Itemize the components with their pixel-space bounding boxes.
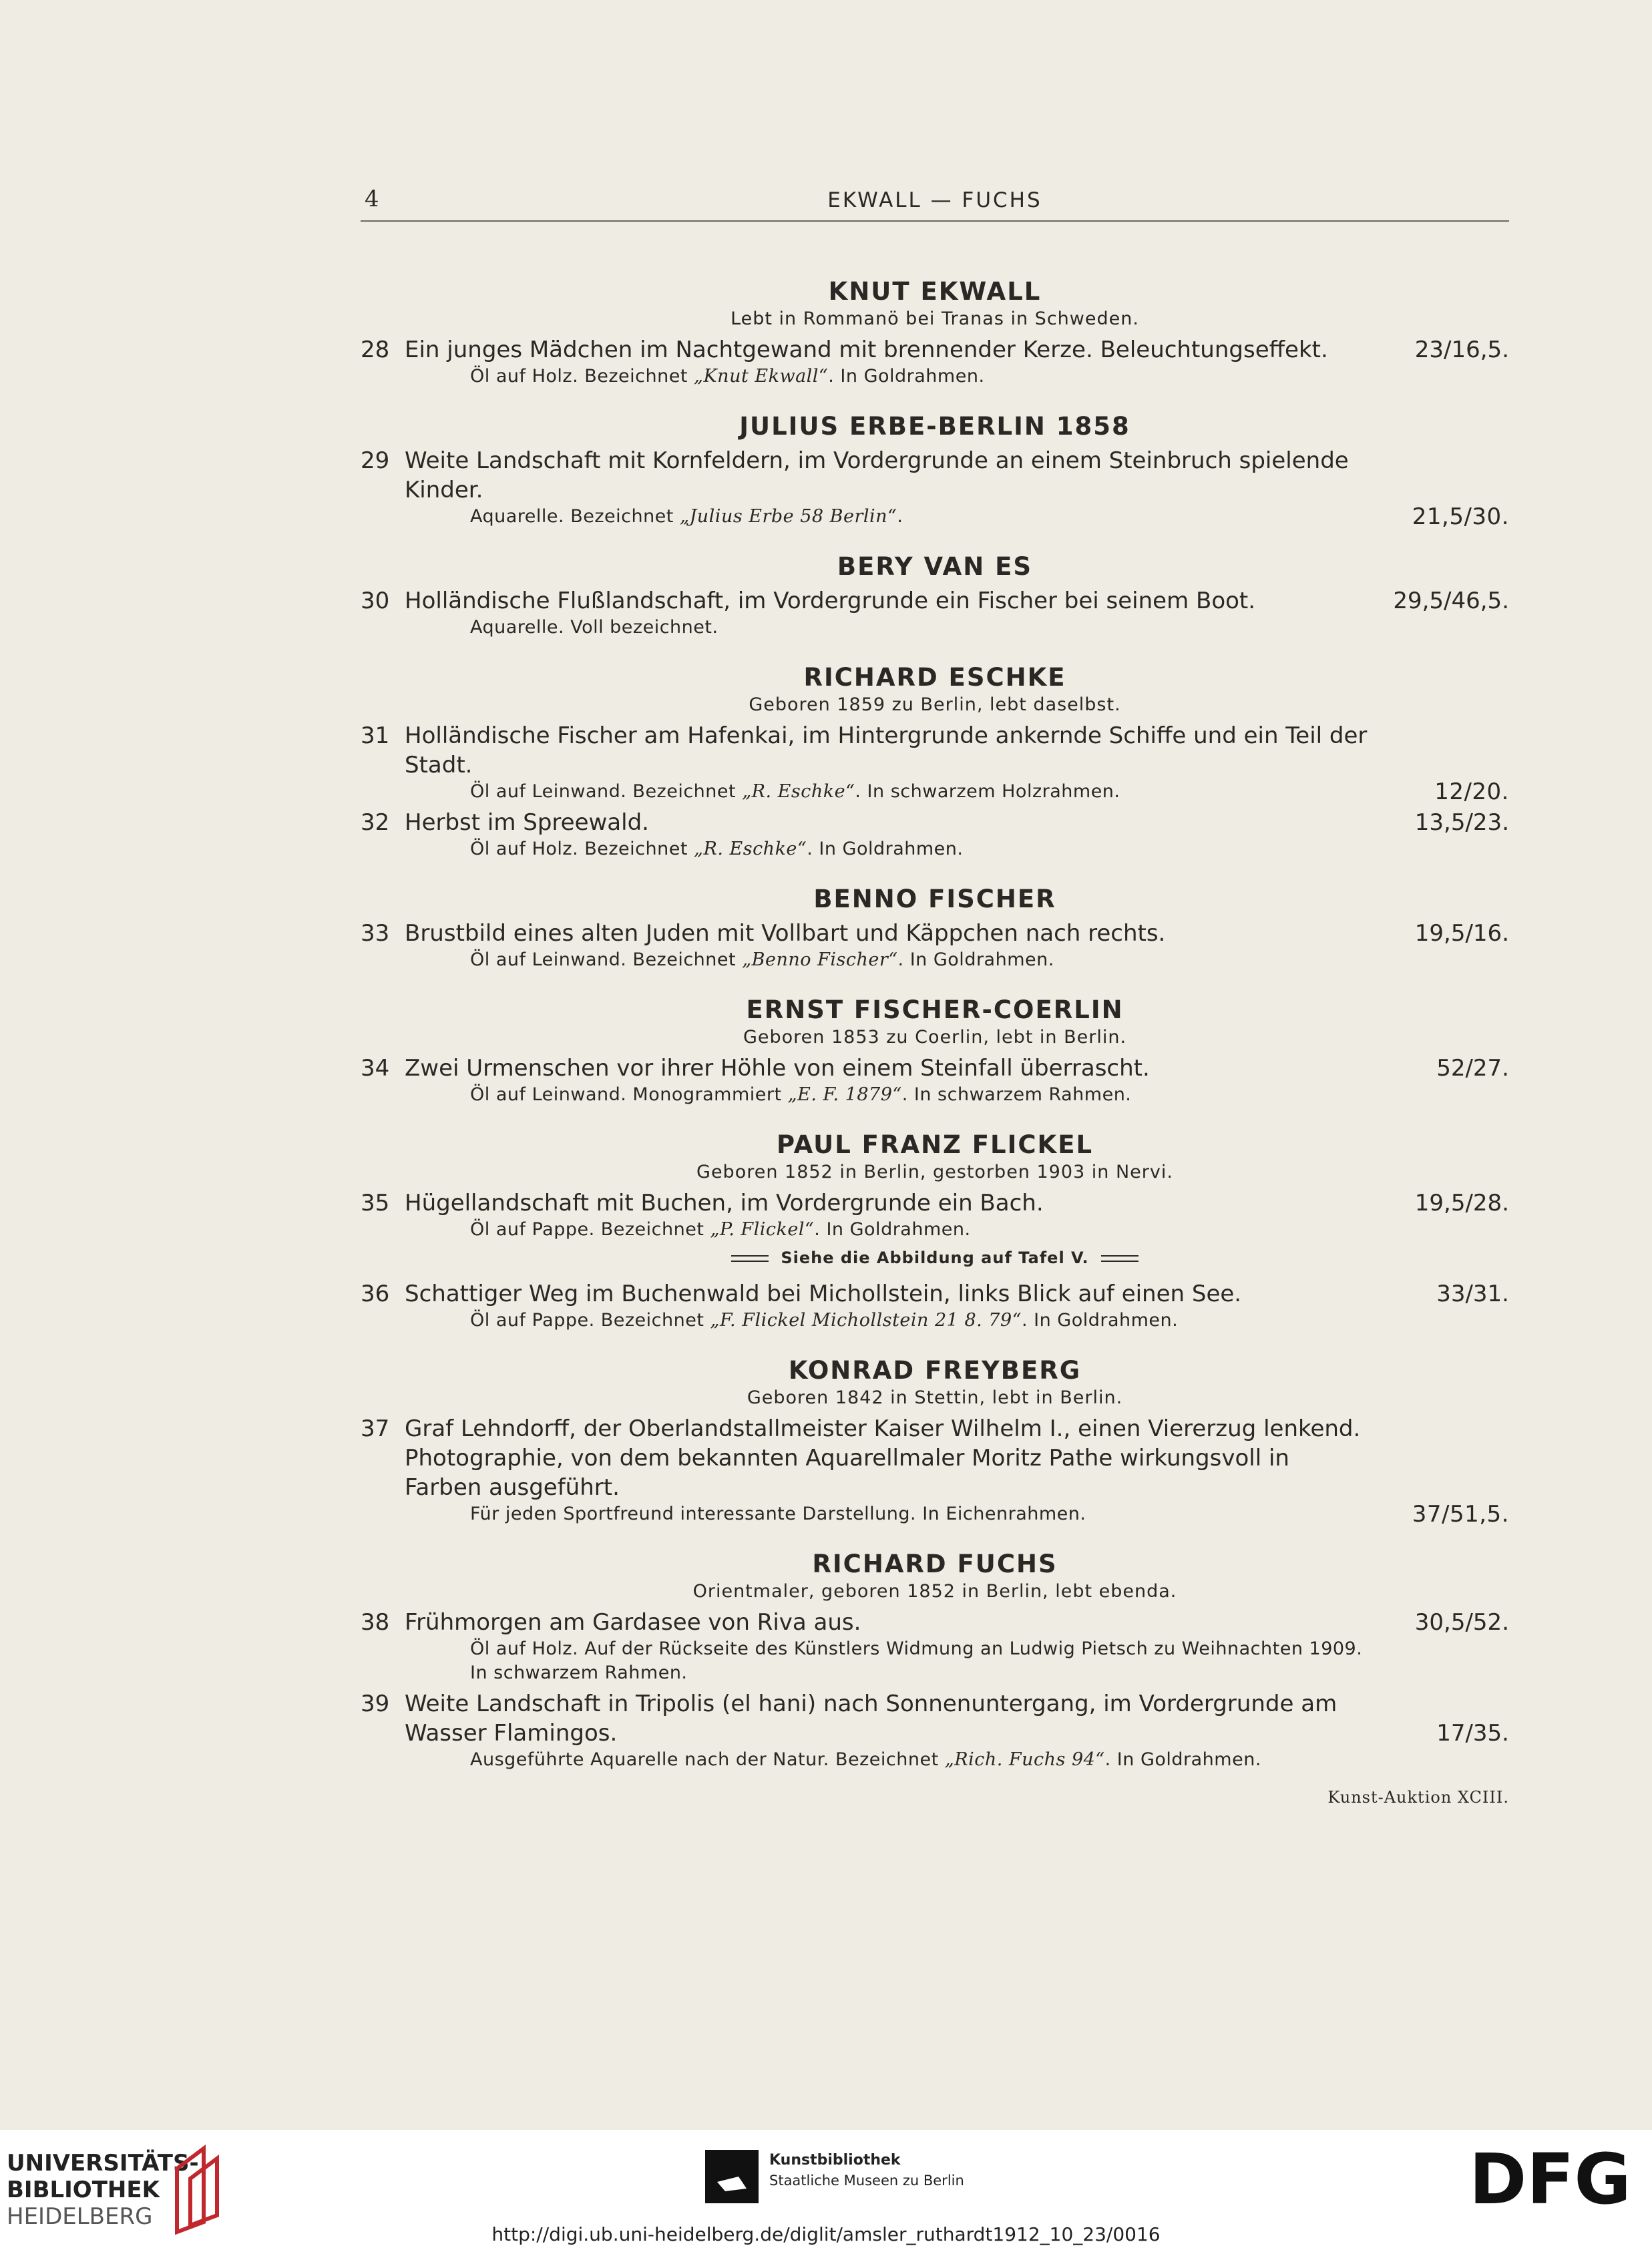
artist-section xyxy=(361,1130,1509,1333)
lot-number: 28 xyxy=(361,336,390,363)
lot-description xyxy=(361,948,1509,972)
lot-size: 19,5/16. xyxy=(1414,920,1509,947)
heidelberg-library-wordmark[interactable]: UNIVERSITÄTS- BIBLIOTHEK HEIDELBERG xyxy=(7,2150,199,2230)
lot-entry xyxy=(361,1188,1509,1242)
lot-size: 37/51,5. xyxy=(1412,1501,1509,1528)
signature-text: „E. F. 1879“ xyxy=(787,1084,902,1105)
artist-section xyxy=(361,1355,1509,1526)
kunstbibliothek-wordmark[interactable]: Kunstbibliothek Staatliche Museen zu Berlin xyxy=(769,2152,964,2189)
double-rule-right xyxy=(1101,1255,1139,1262)
lot-number: 38 xyxy=(361,1609,390,1636)
artist-section xyxy=(361,276,1509,389)
lot-title-line xyxy=(361,1414,1509,1502)
artist-section xyxy=(361,662,1509,861)
description-text: . In Goldrahmen. xyxy=(828,366,985,387)
lot-title-line xyxy=(361,721,1509,780)
artist-name: KONRAD FREYBERG xyxy=(788,1356,1082,1385)
description-text: . In schwarzem Rahmen. xyxy=(901,1084,1132,1105)
artist-bio: Lebt in Rommanö bei Tranas in Schweden. xyxy=(731,308,1139,329)
description-text: . In Goldrahmen. xyxy=(1021,1310,1179,1331)
signature-text: „Rich. Fuchs 94“ xyxy=(944,1749,1105,1770)
description-text: Öl auf Leinwand. Bezeichnet xyxy=(470,949,743,970)
signature-text: „Julius Erbe 58 Berlin“ xyxy=(679,506,897,527)
lot-number: 34 xyxy=(361,1055,390,1082)
lot-entry xyxy=(361,586,1509,640)
lot-number: 31 xyxy=(361,722,390,749)
lot-size: 23/16,5. xyxy=(1414,336,1509,363)
lot-title-line xyxy=(361,808,1509,837)
lot-number: 32 xyxy=(361,809,390,836)
lot-title: Herbst im Spreewald. xyxy=(405,809,649,836)
description-text: Öl auf Holz. Auf der Rückseite des Künstlers Widmung an Ludwig Pietsch zu Weihnachten 1909. In schwarzem Rahmen. xyxy=(470,1638,1363,1683)
lot-number: 36 xyxy=(361,1281,390,1307)
lot-entry xyxy=(361,335,1509,389)
lot-description xyxy=(361,616,1509,640)
lot-entry xyxy=(361,1279,1509,1333)
catalog-reference: Kunst-Auktion XCIII. xyxy=(1327,1788,1509,1807)
heidelberg-library-logo-icon xyxy=(164,2142,230,2235)
description-text: Öl auf Leinwand. Bezeichnet xyxy=(470,781,743,802)
lot-title: Weite Landschaft in Tripolis (el hani) nach Sonnenuntergang, im Vordergrunde am Wasser Flamingos. xyxy=(405,1691,1337,1747)
plate-reference-note xyxy=(361,1249,1509,1267)
artist-name: RICHARD ESCHKE xyxy=(803,663,1066,692)
lot-title-line xyxy=(361,919,1509,948)
dfg-wordmark: DFG xyxy=(1469,2150,1631,2210)
signature-text: „F. Flickel Michollstein 21 8. 79“ xyxy=(710,1310,1022,1331)
lot-title-line xyxy=(361,1188,1509,1218)
description-text: Öl auf Holz. Bezeichnet xyxy=(470,366,694,387)
kunstbibliothek-logo-icon xyxy=(705,2150,759,2203)
lot-description xyxy=(361,505,1509,529)
page-number: 4 xyxy=(365,186,379,212)
signature-text: „P. Flickel“ xyxy=(710,1219,815,1240)
lot-title: Brustbild eines alten Juden mit Vollbart und Käppchen nach rechts. xyxy=(405,920,1166,947)
lot-size: 21,5/30. xyxy=(1412,503,1509,530)
artist-name: JULIUS ERBE-BERLIN 1858 xyxy=(739,412,1130,441)
lot-description xyxy=(361,1218,1509,1242)
lot-title-line xyxy=(361,335,1509,365)
description-text: . In Goldrahmen. xyxy=(897,949,1054,970)
lot-description xyxy=(361,365,1509,389)
lot-number: 37 xyxy=(361,1415,390,1442)
description-text: Aquarelle. Voll bezeichnet. xyxy=(470,617,718,638)
lot-description xyxy=(361,1083,1509,1107)
digitization-footer xyxy=(0,2130,1652,2248)
lot-size: 12/20. xyxy=(1434,778,1509,805)
catalog-content xyxy=(361,254,1509,1807)
lot-title-line xyxy=(361,1054,1509,1083)
lot-size: 17/35. xyxy=(1436,1720,1509,1747)
lot-title: Zwei Urmenschen vor ihrer Höhle von einem Steinfall überrascht. xyxy=(405,1055,1150,1082)
description-text: Aquarelle. Bezeichnet xyxy=(470,506,680,527)
lot-entry xyxy=(361,721,1509,804)
signature-text: „R. Eschke“ xyxy=(742,781,855,802)
description-text: . In Goldrahmen. xyxy=(807,839,964,859)
lot-number: 29 xyxy=(361,447,390,474)
artist-name: PAUL FRANZ FLICKEL xyxy=(776,1130,1094,1159)
description-text: . In Goldrahmen. xyxy=(814,1219,971,1240)
artist-section xyxy=(361,411,1509,529)
artist-bio: Orientmaler, geboren 1852 in Berlin, lebt ebenda. xyxy=(692,1581,1177,1602)
description-text: . xyxy=(897,506,903,527)
lot-title-line xyxy=(361,1689,1509,1748)
artist-bio: Geboren 1853 zu Coerlin, lebt in Berlin. xyxy=(743,1027,1127,1048)
lot-entry xyxy=(361,1608,1509,1685)
lot-description xyxy=(361,780,1509,804)
lot-number: 35 xyxy=(361,1190,390,1216)
description-text: Öl auf Pappe. Bezeichnet xyxy=(470,1219,710,1240)
running-title: EKWALL — FUCHS xyxy=(827,188,1042,212)
lot-description xyxy=(361,1637,1509,1685)
lot-title: Holländische Flußlandschaft, im Vordergrunde ein Fischer bei seinem Boot. xyxy=(405,588,1256,614)
artist-section xyxy=(361,1549,1509,1772)
artist-bio: Geboren 1842 in Stettin, lebt in Berlin. xyxy=(747,1387,1123,1408)
lot-number: 33 xyxy=(361,920,390,947)
lot-title: Ein junges Mädchen im Nachtgewand mit brennender Kerze. Beleuchtungseffekt. xyxy=(405,336,1328,363)
description-text: Öl auf Holz. Bezeichnet xyxy=(470,839,694,859)
artist-name: BERY VAN ES xyxy=(837,552,1033,581)
double-rule-left xyxy=(731,1255,769,1262)
lot-description xyxy=(361,1748,1509,1772)
artist-name: KNUT EKWALL xyxy=(828,277,1042,306)
lot-title-line xyxy=(361,446,1509,505)
lot-entry xyxy=(361,1689,1509,1772)
lot-title-line xyxy=(361,1608,1509,1637)
lot-title-line xyxy=(361,1279,1509,1309)
signature-text: „Benno Fischer“ xyxy=(742,949,898,970)
lot-title: Frühmorgen am Gardasee von Riva aus. xyxy=(405,1609,861,1636)
artist-name: RICHARD FUCHS xyxy=(812,1550,1058,1578)
lot-entry xyxy=(361,1414,1509,1526)
lot-title: Holländische Fischer am Hafenkai, im Hintergrunde ankernde Schiffe und ein Teil der Stadt. xyxy=(405,722,1368,778)
artist-name: BENNO FISCHER xyxy=(813,885,1056,913)
dfg-logo[interactable] xyxy=(1469,2150,1636,2210)
lot-size: 19,5/28. xyxy=(1414,1190,1509,1216)
artist-bio: Geboren 1852 in Berlin, gestorben 1903 in Nervi. xyxy=(696,1162,1173,1182)
description-text: . In Goldrahmen. xyxy=(1104,1749,1261,1770)
artist-section xyxy=(361,995,1509,1107)
signature-text: „R. Eschke“ xyxy=(694,839,807,859)
artist-section xyxy=(361,884,1509,972)
lot-description xyxy=(361,837,1509,861)
lot-entry xyxy=(361,919,1509,972)
lot-description xyxy=(361,1502,1509,1526)
artist-name: ERNST FISCHER-COERLIN xyxy=(746,995,1124,1024)
description-text: . In schwarzem Holzrahmen. xyxy=(855,781,1120,802)
lot-size: 13,5/23. xyxy=(1414,809,1509,836)
signature-text: „Knut Ekwall“ xyxy=(694,366,829,387)
lot-size: 52/27. xyxy=(1436,1055,1509,1082)
lot-size: 30,5/52. xyxy=(1414,1609,1509,1636)
lot-entry xyxy=(361,808,1509,861)
lot-entry xyxy=(361,1054,1509,1107)
description-text: Für jeden Sportfreund interessante Darstellung. In Eichenrahmen. xyxy=(470,1504,1086,1524)
description-text: Ausgeführte Aquarelle nach der Natur. Bezeichnet xyxy=(470,1749,945,1770)
artist-bio: Geboren 1859 zu Berlin, lebt daselbst. xyxy=(749,694,1121,715)
lot-description xyxy=(361,1309,1509,1333)
lot-size: 29,5/46,5. xyxy=(1393,588,1509,614)
description-text: Öl auf Leinwand. Monogrammiert xyxy=(470,1084,788,1105)
page-header xyxy=(361,180,1509,222)
plate-note-text: Siehe die Abbildung auf Tafel V. xyxy=(781,1249,1089,1267)
description-text: Öl auf Pappe. Bezeichnet xyxy=(470,1310,710,1331)
lot-number: 39 xyxy=(361,1691,390,1717)
artist-section xyxy=(361,551,1509,640)
lot-title: Graf Lehndorff, der Oberlandstallmeister Kaiser Wilhelm I., einen Viererzug lenkend. Photographie, von dem bekannten Aquarellmaler Moritz Pathe wirkungsvoll in Farben ausgeführt. xyxy=(405,1415,1361,1501)
lot-title: Weite Landschaft mit Kornfeldern, im Vordergrunde an einem Steinbruch spielende Kinder. xyxy=(405,447,1349,503)
lot-entry xyxy=(361,446,1509,529)
lot-size: 33/31. xyxy=(1436,1281,1509,1307)
lot-title: Schattiger Weg im Buchenwald bei Michollstein, links Blick auf einen See. xyxy=(405,1281,1242,1307)
lot-number: 30 xyxy=(361,588,390,614)
lot-title-line xyxy=(361,586,1509,616)
lot-title: Hügellandschaft mit Buchen, im Vordergrunde ein Bach. xyxy=(405,1190,1044,1216)
permalink-url[interactable]: http://digi.ub.uni-heidelberg.de/diglit/amsler_ruthardt1912_10_23/0016 xyxy=(491,2223,1161,2245)
